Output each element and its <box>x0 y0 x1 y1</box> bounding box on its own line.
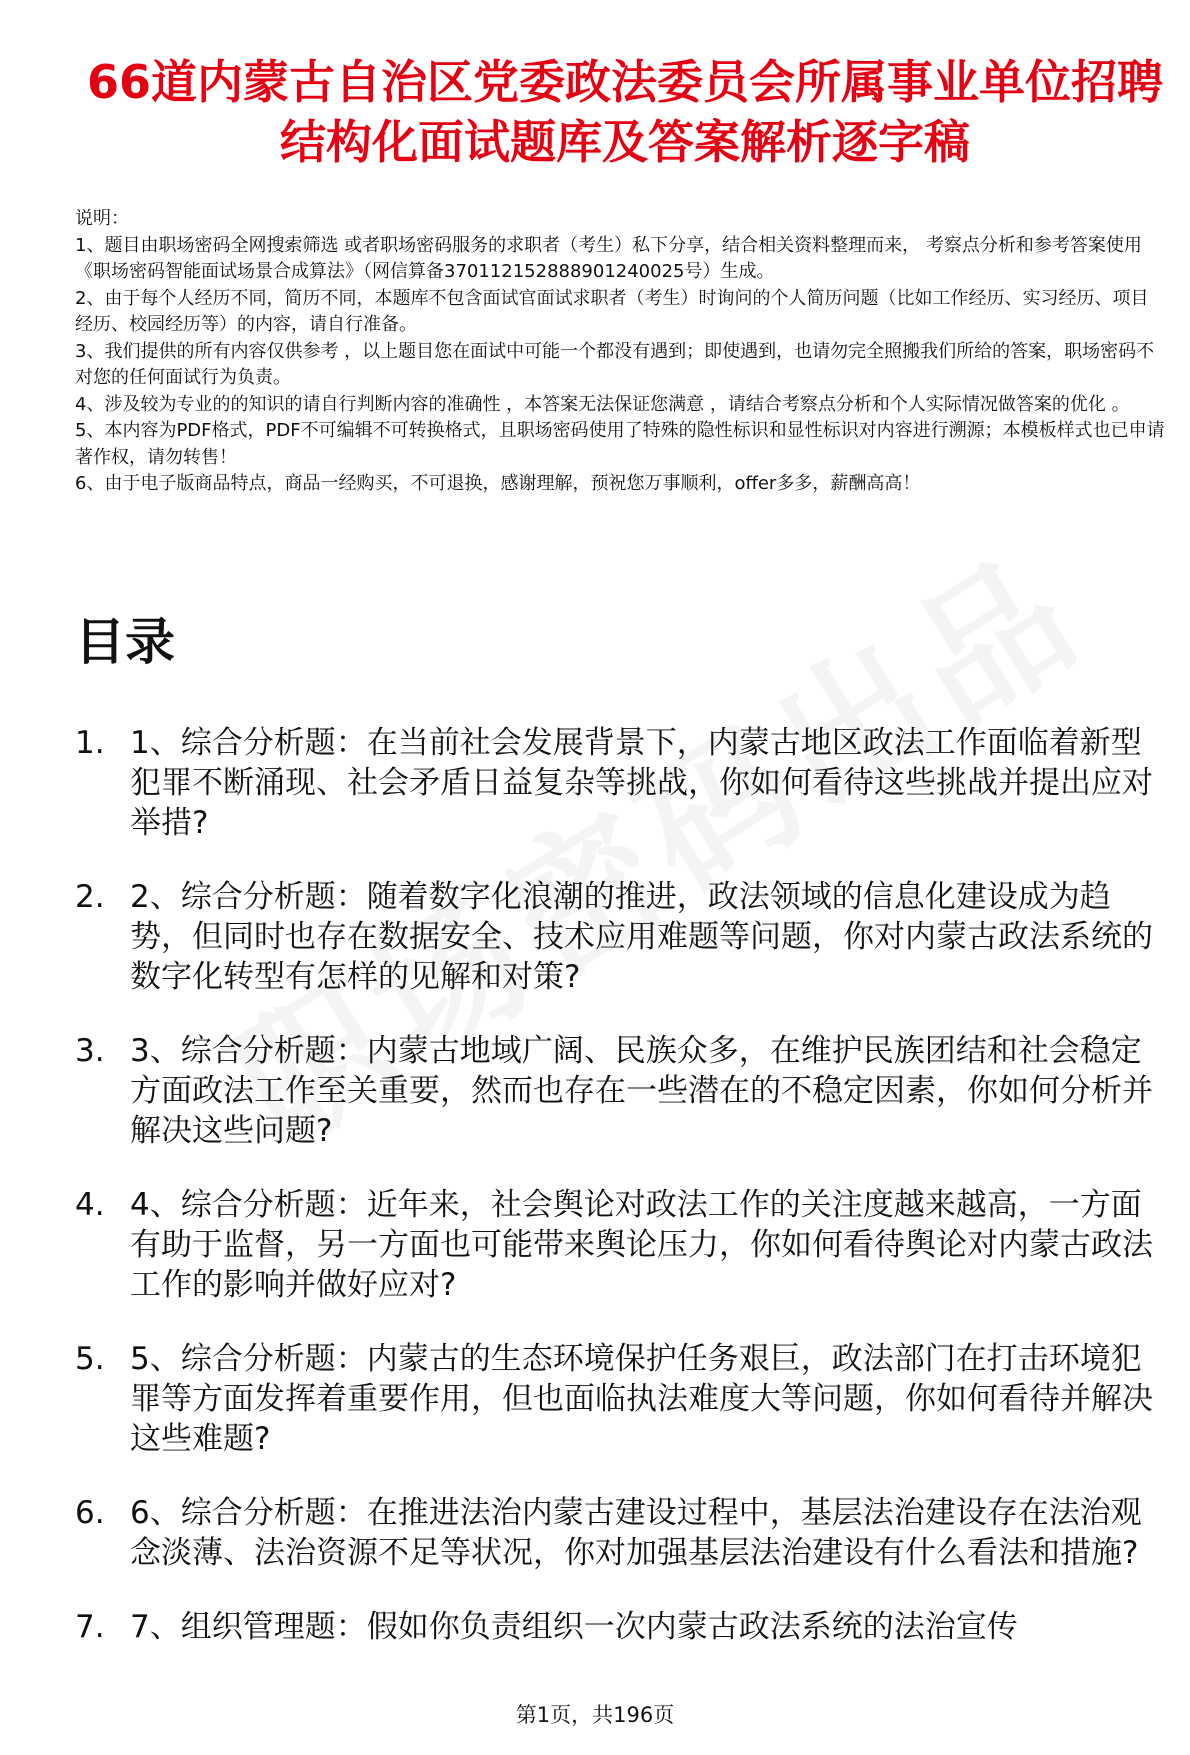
toc-item-number: 4. <box>75 1187 105 1223</box>
note-item: 2、由于每个人经历不同，简历不同，本题库不包含面试官面试求职者（考生）时询问的个人简历问题（比如工作经历、实习经历、项目经历、校园经历等）的内容，请自行准备。 <box>75 287 1149 335</box>
notes-section <box>75 206 1165 498</box>
toc-item[interactable] <box>75 1031 1170 1151</box>
toc-item-number: 7. <box>75 1609 105 1645</box>
toc-item[interactable] <box>75 723 1170 843</box>
toc-item[interactable] <box>75 1339 1170 1459</box>
toc-item-text[interactable]: 5、综合分析题：内蒙古的生态环境保护任务艰巨，政法部门在打击环境犯罪等方面发挥着重要作用，但也面临执法难度大等问题，你如何看待并解决这些难题? <box>130 1341 1153 1457</box>
toc-item-number: 3. <box>75 1033 105 1069</box>
table-of-contents <box>75 723 1170 1681</box>
note-item: 6、由于电子版商品特点，商品一经购买，不可退换，感谢理解，预祝您万事顺利，offer多多，薪酬高高！ <box>75 473 921 494</box>
toc-item-number: 5. <box>75 1341 105 1377</box>
toc-item-text[interactable]: 1、综合分析题：在当前社会发展背景下，内蒙古地区政法工作面临着新型犯罪不断涌现、社会矛盾日益复杂等挑战，你如何看待这些挑战并提出应对举措? <box>130 725 1153 841</box>
toc-item-text[interactable]: 3、综合分析题：内蒙古地域广阔、民族众多，在维护民族团结和社会稳定方面政法工作至关重要，然而也存在一些潜在的不稳定因素，你如何分析并解决这些问题? <box>130 1033 1153 1149</box>
note-item: 4、涉及较为专业的的知识的请自行判断内容的准确性 ，本答案无法保证您满意 ，请结合考察点分析和个人实际情况做答案的优化 。 <box>75 393 1130 415</box>
toc-item-text[interactable]: 2、综合分析题：随着数字化浪潮的推进，政法领域的信息化建设成为趋势，但同时也存在数据安全、技术应用难题等问题，你对内蒙古政法系统的数字化转型有怎样的见解和对策? <box>130 879 1153 995</box>
toc-item-number: 6. <box>75 1495 105 1531</box>
toc-item-number: 2. <box>75 879 105 915</box>
toc-item[interactable] <box>75 877 1170 997</box>
toc-item[interactable] <box>75 1185 1170 1305</box>
toc-item-number: 1. <box>75 725 105 761</box>
document-title: 66道内蒙古自治区党委政法委员会所属事业单位招聘结构化面试题库及答案解析逐字稿 <box>86 55 1163 169</box>
toc-item-text[interactable]: 7、组织管理题：假如你负责组织一次内蒙古政法系统的法治宣传 <box>130 1609 1018 1645</box>
notes-heading: 说明： <box>75 208 129 229</box>
note-item: 3、我们提供的所有内容仅供参考 ，以上题目您在面试中可能一个都没有遇到；即使遇到，也请勿完全照搬我们所给的答案，职场密码不对您的任何面试行为负责。 <box>75 340 1155 388</box>
toc-item-text[interactable]: 4、综合分析题：近年来，社会舆论对政法工作的关注度越来越高，一方面有助于监督，另一方面也可能带来舆论压力，你如何看待舆论对内蒙古政法工作的影响并做好应对? <box>130 1187 1153 1303</box>
page-number-footer: 第1页，共196页 <box>515 1703 675 1727</box>
toc-heading: 目录 <box>75 613 175 671</box>
note-item: 5、本内容为PDF格式，PDF不可编辑不可转换格式，且职场密码使用了特殊的隐性标识和显性标识对内容进行溯源；本模板样式也已申请著作权，请勿转售！ <box>75 420 1165 468</box>
toc-item[interactable] <box>75 1607 1170 1647</box>
note-item: 1、题目由职场密码全网搜索筛选 或者职场密码服务的求职者（考生）私下分享，结合相关资料整理而来， 考察点分析和参考答案使用《职场密码智能面试场景合成算法》（网信算备370112152888901240025号）生成。 <box>75 234 1142 282</box>
toc-item-text[interactable]: 6、综合分析题：在推进法治内蒙古建设过程中，基层法治建设存在法治观念淡薄、法治资源不足等状况，你对加强基层法治建设有什么看法和措施? <box>130 1495 1142 1571</box>
toc-item[interactable] <box>75 1493 1170 1573</box>
